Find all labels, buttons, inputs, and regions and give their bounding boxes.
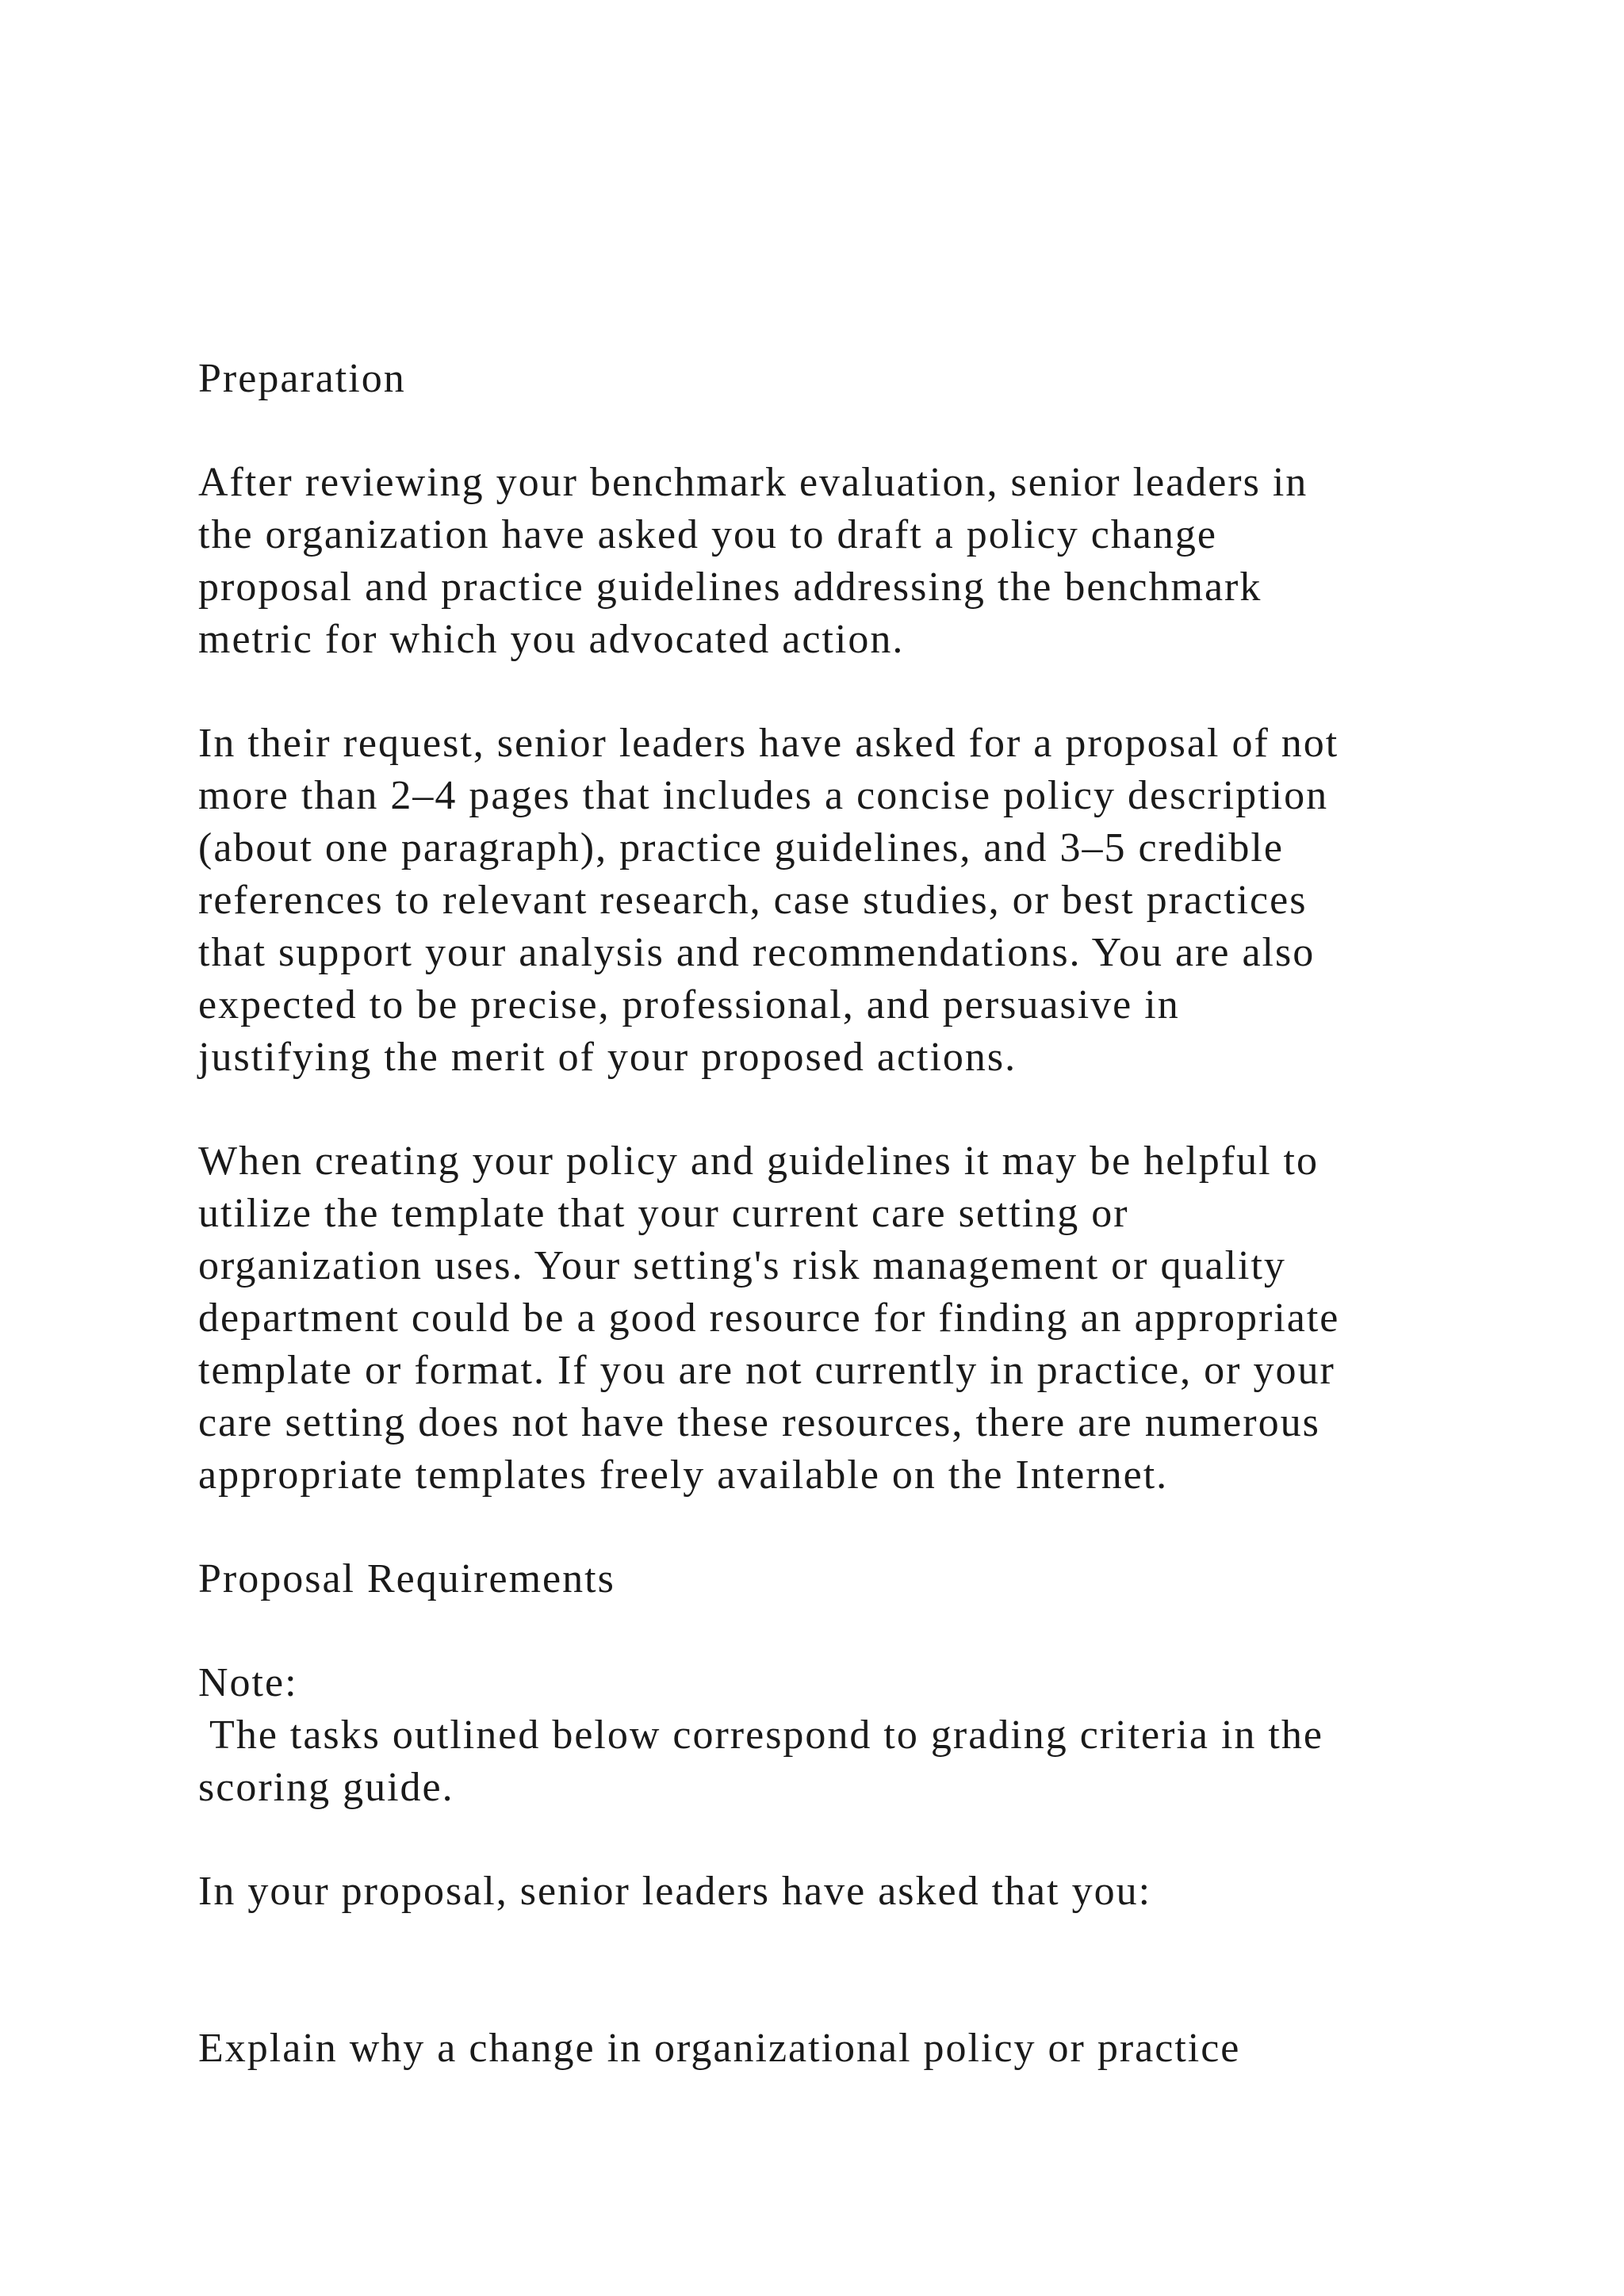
section-heading-preparation: Preparation [198, 356, 406, 401]
text-line: In their request, senior leaders have asked for a proposal of not [198, 721, 1339, 766]
text-line: When creating your policy and guidelines it may be helpful to [198, 1138, 1319, 1184]
text-line: care setting does not have these resources, there are numerous [198, 1400, 1320, 1445]
text-line: expected to be precise, professional, and persuasive in [198, 982, 1180, 1027]
text-line: metric for which you advocated action. [198, 617, 905, 662]
text-line: proposal and practice guidelines addressing the benchmark [198, 564, 1262, 610]
text-line: (about one paragraph), practice guidelines, and 3–5 credible [198, 825, 1284, 871]
text-line: that support your analysis and recommendations. You are also [198, 930, 1316, 975]
text-line: template or format. If you are not currently in practice, or your [198, 1348, 1335, 1393]
text-line: department could be a good resource for finding an appropriate [198, 1295, 1340, 1341]
text-line: references to relevant research, case studies, or best practices [198, 878, 1308, 923]
section-heading-proposal-requirements: Proposal Requirements [198, 1556, 615, 1601]
text-line: utilize the template that your current care setting or [198, 1191, 1129, 1236]
text-line: organization uses. Your setting's risk management or quality [198, 1243, 1286, 1288]
note-label: Note: [198, 1660, 298, 1705]
text-line: The tasks outlined below correspond to grading criteria in the [198, 1712, 1323, 1758]
paragraph-proposal-intro: In your proposal, senior leaders have asked that you: [198, 1869, 1152, 1914]
text-line: justifying the merit of your proposed actions. [198, 1035, 1017, 1080]
text-line: After reviewing your benchmark evaluation, senior leaders in [198, 460, 1308, 505]
text-line: more than 2–4 pages that includes a concise policy description [198, 773, 1329, 818]
text-line: the organization have asked you to draft a policy change [198, 512, 1217, 557]
text-line: scoring guide. [198, 1765, 454, 1810]
text-line: appropriate templates freely available on the Internet. [198, 1452, 1169, 1498]
paragraph-explain-change: Explain why a change in organizational policy or practice [198, 2026, 1241, 2071]
